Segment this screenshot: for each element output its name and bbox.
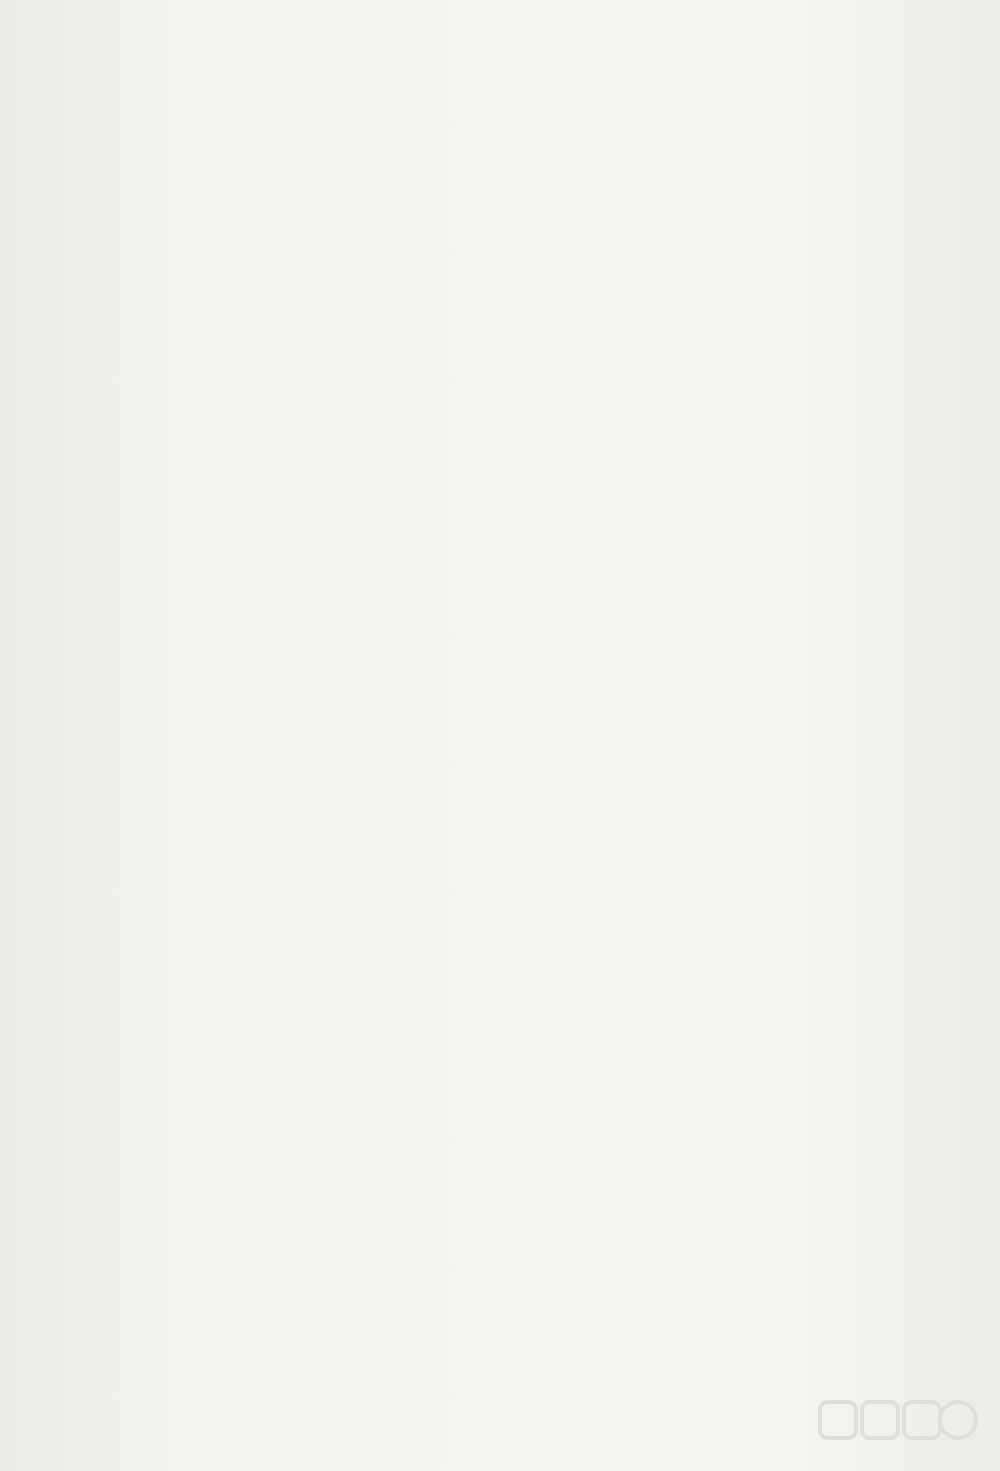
watermark-logo	[816, 1398, 980, 1464]
watermark-logo-icon	[816, 1398, 980, 1444]
